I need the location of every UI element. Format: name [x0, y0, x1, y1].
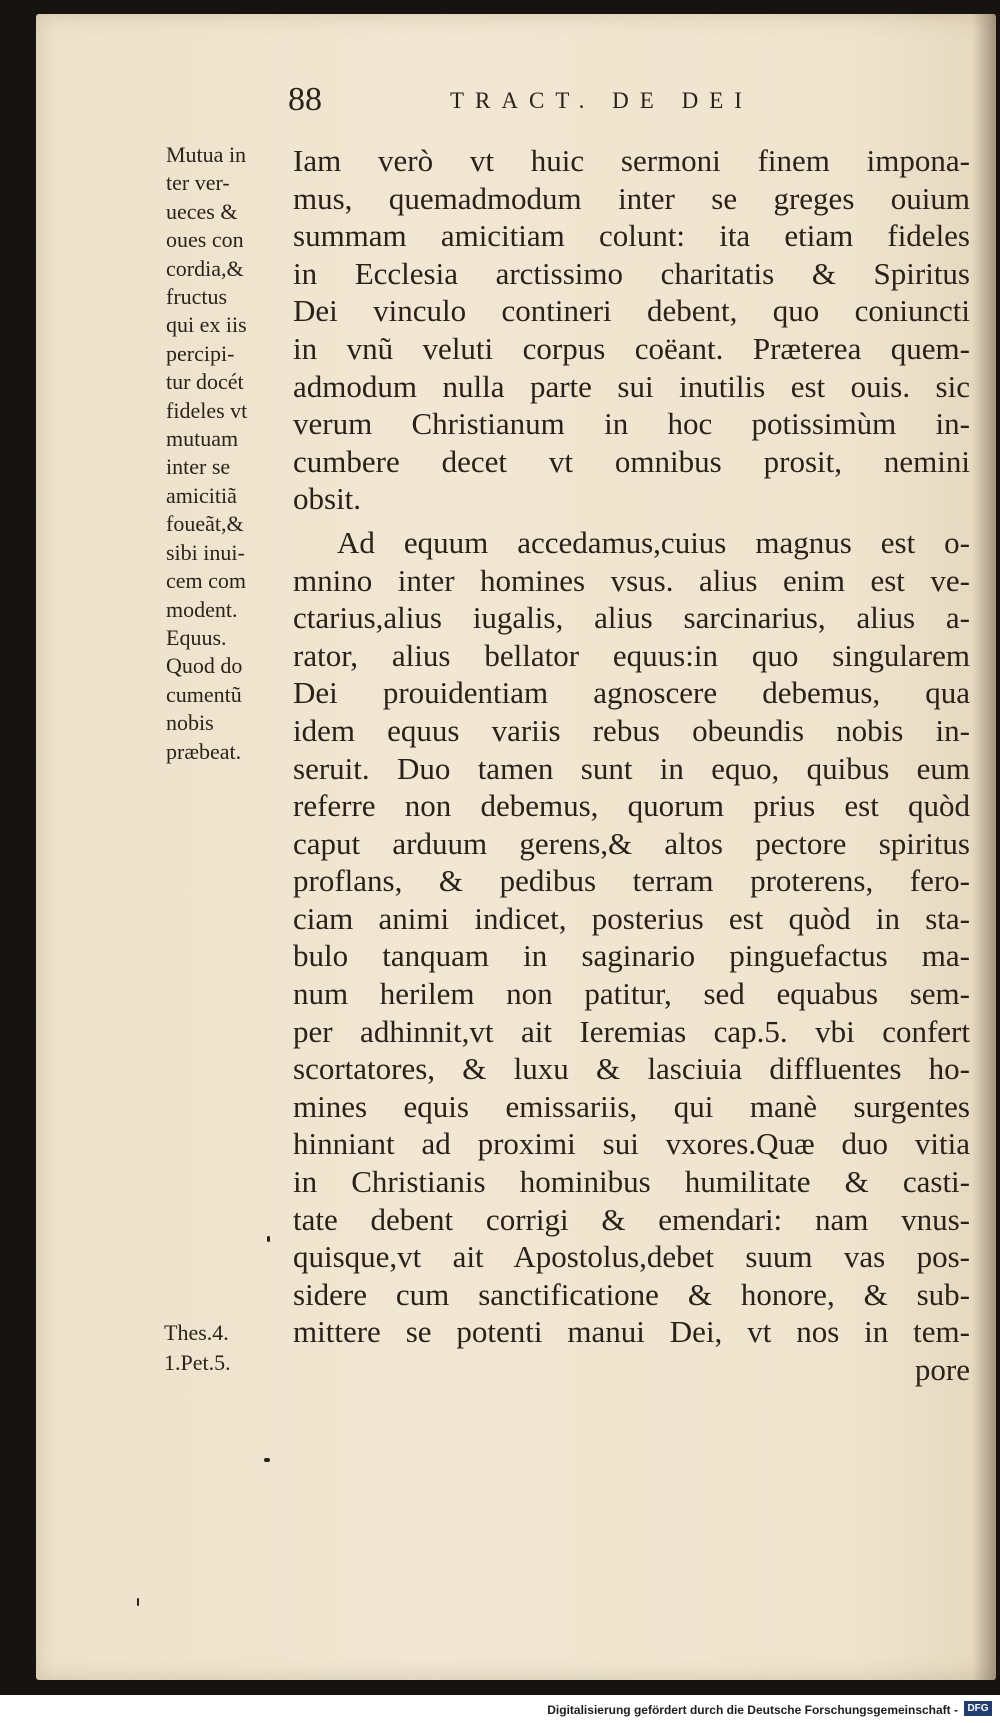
- footer-bar: [0, 1695, 1000, 1723]
- marginal-note-line: fructus: [166, 284, 228, 310]
- marginal-note-line: Quod do: [166, 653, 243, 679]
- text-line: mus, quemadmodum inter se greges ouium: [293, 180, 970, 216]
- funding-credit: Digitalisierung gefördert durch die Deutsche Forschungsgemeinschaft -: [547, 1703, 958, 1717]
- text-line: in Christianis hominibus humilitate & casti-: [293, 1164, 970, 1200]
- text-line: seruit. Duo tamen sunt in equo, quibus eum: [293, 750, 970, 786]
- text-line: mnino inter homines vsus. alius enim est ve-: [293, 562, 970, 598]
- text-line: cumbere decet vt omnibus prosit, nemini: [293, 443, 970, 479]
- running-title: TRACT. DE DEI: [450, 88, 753, 113]
- text-line: ctarius,alius iugalis, alius sarcinarius, alius a-: [293, 600, 970, 636]
- marginal-note-line: ueces &: [166, 198, 238, 224]
- marginal-note-line: ter ver-: [166, 170, 230, 196]
- dfg-logo-icon: DFG: [964, 1701, 992, 1716]
- text-line: per adhinnit,vt ait Ieremias cap.5. vbi confert: [293, 1013, 970, 1049]
- text-line: ciam animi indicet, posterius est quòd in sta-: [293, 900, 970, 936]
- scripture-reference: 1.Pet.5.: [164, 1350, 231, 1375]
- text-line: quisque,vt ait Apostolus,debet suum vas pos-: [293, 1239, 970, 1275]
- text-line: sidere cum sanctificatione & honore, & sub-: [293, 1276, 970, 1312]
- marginal-note-line: Mutua in: [166, 142, 247, 167]
- marginal-note-line: sibi inui-: [166, 539, 245, 565]
- text-line: tate debent corrigi & emendari: nam vnus-: [293, 1201, 970, 1237]
- ink-speck: [137, 1598, 139, 1606]
- marginal-note-line: Equus.: [166, 624, 227, 650]
- marginal-note-line: qui ex iis: [166, 312, 247, 338]
- marginal-note-line: nobis: [166, 710, 214, 736]
- text-line: obsit.: [293, 481, 362, 517]
- text-line: bulo tanquam in saginario pinguefactus ma-: [293, 938, 970, 974]
- text-line: proflans, & pedibus terram proterens, fero-: [293, 863, 970, 899]
- marginal-note-line: percipi-: [166, 340, 235, 366]
- text-line: referre non debemus, quorum prius est quòd: [293, 788, 970, 824]
- scripture-reference: Thes.4.: [164, 1320, 229, 1345]
- text-line: in vnũ veluti corpus coëant. Præterea quem-: [293, 330, 970, 366]
- marginal-note-line: amicitiã: [166, 482, 237, 508]
- text-line: in Ecclesia arctissimo charitatis & Spiritus: [293, 255, 970, 291]
- marginal-note-line: modent.: [166, 596, 238, 622]
- text-line: caput arduum gerens,& altos pectore spiritus: [293, 825, 970, 861]
- marginal-note-line: cem com: [166, 568, 247, 594]
- page-edge-shadow: [972, 14, 996, 1680]
- text-line: Dei prouidentiam agnoscere debemus, qua: [293, 675, 970, 711]
- marginal-note-line: fideles vt: [166, 397, 248, 423]
- marginal-note-line: cordia,&: [166, 255, 244, 281]
- text-line: idem equus variis rebus obeundis nobis in-: [293, 712, 970, 748]
- marginal-note-line: foueãt,&: [166, 511, 244, 537]
- catchword: pore: [914, 1352, 970, 1387]
- text-line: Dei vinculo contineri debent, quo coniuncti: [293, 293, 970, 329]
- text-line: rator, alius bellator equus:in quo singularem: [293, 637, 970, 673]
- marginal-note-line: cumentũ: [166, 681, 242, 707]
- text-line: verum Christianum in hoc potissimùm in-: [293, 406, 970, 442]
- text-line: summam amicitiam colunt: ita etiam fideles: [293, 218, 970, 254]
- text-line: Iam verò vt huic sermoni finem impona-: [293, 143, 970, 178]
- text-line: mines equis emissariis, qui manè surgentes: [293, 1088, 970, 1124]
- text-line: num herilem non patitur, sed equabus sem-: [293, 976, 970, 1012]
- running-head: [288, 80, 848, 120]
- text-line: mittere se potenti manui Dei, vt nos in tem-: [293, 1314, 970, 1350]
- marginal-note-line: oues con: [166, 227, 244, 253]
- marginal-note-line: inter se: [166, 454, 231, 480]
- text-line: admodum nulla parte sui inutilis est ouis. sic: [293, 368, 970, 404]
- marginal-note-line: tur docét: [166, 369, 244, 395]
- text-line: scortatores, & luxu & lasciuia diffluentes ho-: [293, 1051, 970, 1087]
- text-line: Ad equum accedamus,cuius magnus est o-: [337, 524, 970, 560]
- text-line: hinniant ad proximi sui vxores.Quæ duo vitia: [293, 1126, 970, 1162]
- marginal-references: [164, 1318, 284, 1378]
- marginal-note-line: mutuam: [166, 426, 239, 452]
- page-number: 88: [288, 81, 322, 118]
- ink-speck: [264, 1458, 270, 1462]
- ink-speck: [267, 1236, 270, 1242]
- marginal-note-line: præbeat.: [166, 738, 242, 764]
- marginal-note: [166, 141, 286, 766]
- body-text: [293, 142, 970, 1389]
